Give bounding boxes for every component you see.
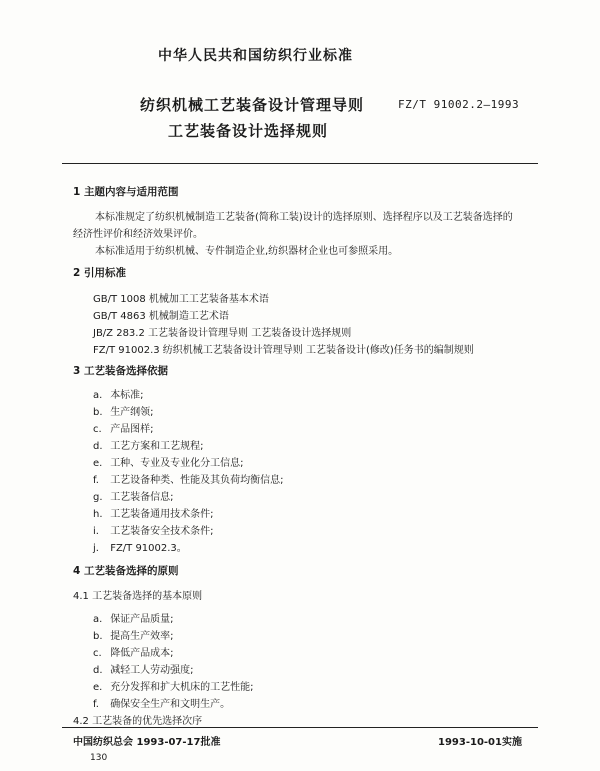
issuing-body-header: 中华人民共和国纺织行业标准 (158, 48, 353, 64)
list-marker: e. (93, 682, 103, 693)
list-text: 确保安全生产和文明生产。 (110, 699, 231, 710)
list-item (93, 539, 187, 554)
list-text: 工艺装备安全技术条件; (110, 526, 214, 537)
list-marker: d. (93, 441, 103, 452)
list-marker: h. (93, 509, 103, 520)
list-marker: j. (93, 543, 99, 554)
list-item (93, 403, 154, 418)
list-text: 工艺方案和工艺规程; (110, 441, 204, 452)
document-subtitle: 工艺装备设计选择规则 (168, 122, 329, 140)
list-text: 减轻工人劳动强度; (110, 665, 194, 676)
list-marker: a. (93, 614, 103, 625)
list-text: 提高生产效率; (110, 631, 174, 642)
section-1-paragraph-1-line-2: 经济性评价和经济效果评价。 (73, 229, 203, 240)
list-text: 工艺设备种类、性能及其负荷均衡信息; (110, 475, 284, 486)
reference-item: GB/T 1008 机械加工工艺装备基本术语 (93, 294, 269, 305)
section-1-paragraph-1-line-1: 本标准规定了纺织机械制造工艺装备(简称工装)设计的选择原则、选择程序以及工艺装备选择的 (95, 212, 513, 223)
list-item (93, 471, 284, 486)
section-1-heading: 1 主题内容与适用范围 (73, 186, 179, 198)
effective-date: 1993-10-01实施 (438, 737, 522, 748)
section-1-paragraph-2: 本标准适用于纺织机械、专件制造企业,纺织器材企业也可参照采用。 (95, 246, 399, 257)
reference-item: FZ/T 91002.3 纺织机械工艺装备设计管理导则 工艺装备设计(修改)任务书的编制规则 (93, 345, 474, 356)
list-item (93, 678, 254, 693)
list-text: 本标准; (110, 390, 144, 401)
list-item (93, 522, 214, 537)
list-item (93, 505, 214, 520)
list-text: FZ/T 91002.3。 (110, 543, 187, 554)
list-item (93, 644, 174, 659)
reference-item: GB/T 4863 机械制造工艺术语 (93, 311, 229, 322)
list-item (93, 695, 230, 710)
list-text: 工艺装备信息; (110, 492, 174, 503)
list-item (93, 454, 244, 469)
title-divider (62, 163, 538, 164)
list-marker: b. (93, 407, 103, 418)
list-text: 产品图样; (110, 424, 154, 435)
list-marker: c. (93, 648, 102, 659)
footer-divider (62, 727, 538, 728)
page-number: 130 (90, 753, 108, 763)
subsection-4-2-heading: 4.2 工艺装备的优先选择次序 (73, 716, 203, 727)
list-marker: g. (93, 492, 103, 503)
list-text: 工艺装备通用技术条件; (110, 509, 214, 520)
list-item (93, 437, 204, 452)
list-marker: a. (93, 390, 103, 401)
list-text: 工种、专业及专业化分工信息; (110, 458, 244, 469)
list-marker: e. (93, 458, 103, 469)
list-item (93, 420, 154, 435)
list-text: 保证产品质量; (110, 614, 174, 625)
list-item (93, 610, 174, 625)
standard-number: FZ/T 91002.2—1993 (398, 98, 520, 111)
document-title: 纺织机械工艺装备设计管理导则 (140, 96, 365, 114)
list-marker: f. (93, 699, 99, 710)
list-marker: c. (93, 424, 102, 435)
section-4-heading: 4 工艺装备选择的原则 (73, 565, 179, 577)
list-item (93, 661, 194, 676)
list-marker: f. (93, 475, 99, 486)
list-marker: d. (93, 665, 103, 676)
list-item (93, 488, 174, 503)
list-item (93, 386, 144, 401)
list-text: 充分发挥和扩大机床的工艺性能; (110, 682, 254, 693)
list-text: 生产纲领; (110, 407, 154, 418)
section-3-heading: 3 工艺装备选择依据 (73, 365, 168, 377)
subsection-4-1-heading: 4.1 工艺装备选择的基本原则 (73, 591, 203, 602)
reference-item: JB/Z 283.2 工艺装备设计管理导则 工艺装备设计选择规则 (93, 328, 352, 339)
list-item (93, 627, 174, 642)
section-2-heading: 2 引用标准 (73, 267, 126, 279)
list-text: 降低产品成本; (110, 648, 174, 659)
approval-date: 中国纺织总会 1993-07-17批准 (73, 737, 221, 748)
list-marker: b. (93, 631, 103, 642)
list-marker: i. (93, 526, 99, 537)
